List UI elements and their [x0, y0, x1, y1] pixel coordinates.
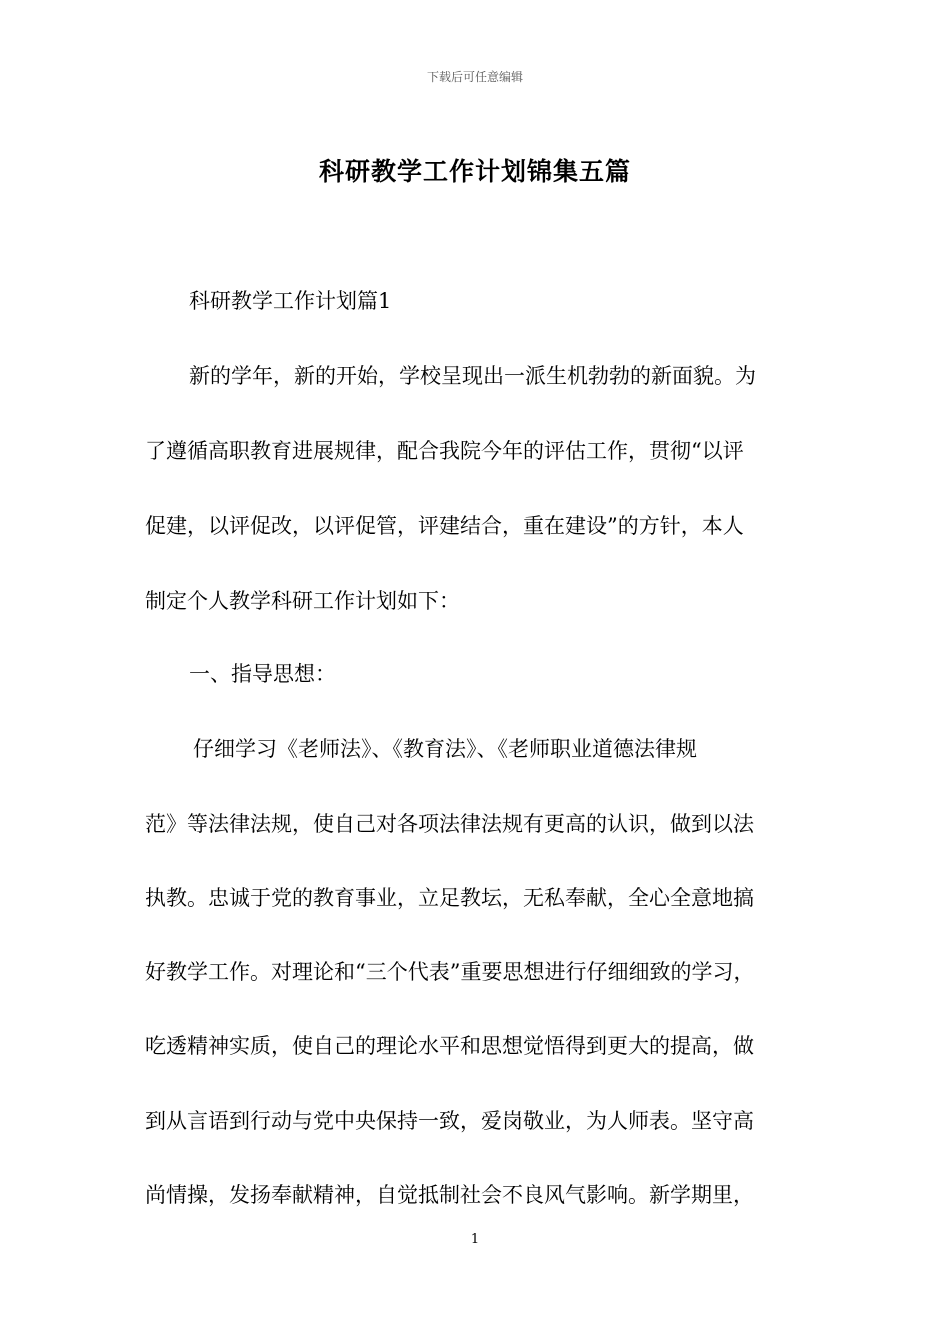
header-note: 下载后可任意编辑	[426, 70, 523, 84]
section-heading: 科研教学工作计划篇1	[189, 289, 392, 313]
paragraph-line: 制定个人教学科研工作计划如下：	[145, 589, 460, 613]
paragraph-line: 新的学年，新的开始，学校呈现出一派生机勃勃的新面貌。为	[189, 364, 756, 388]
paragraph-line: 范》等法律法规，使自己对各项法律法规有更高的认识，做到以法	[145, 812, 754, 836]
paragraph-line: 到从言语到行动与党中央保持一致，爱岗敬业，为人师表。坚守高	[145, 1109, 754, 1133]
paragraph-line: 促建，以评促改，以评促管，评建结合，重在建设”的方针，本人	[145, 514, 744, 538]
paragraph-line: 吃透精神实质，使自己的理论水平和思想觉悟得到更大的提高，做	[145, 1034, 754, 1058]
page-number: 1	[470, 1232, 480, 1247]
paragraph-line: 仔细学习《老师法》、《教育法》、《老师职业道德法律规	[193, 737, 697, 761]
paragraph-line: 好教学工作。对理论和“三个代表”重要思想进行仔细细致的学习，	[145, 960, 755, 984]
paragraph-line: 了遵循高职教育进展规律，配合我院今年的评估工作，贯彻“以评	[145, 439, 744, 463]
subsection-heading: 一、指导思想：	[189, 662, 336, 686]
document-title: 科研教学工作计划锦集五篇	[318, 157, 631, 186]
paragraph-line: 执教。忠诚于党的教育事业，立足教坛，无私奉献，全心全意地搞	[145, 886, 754, 910]
paragraph-line: 尚情操，发扬奉献精神，自觉抵制社会不良风气影响。新学期里，	[145, 1183, 754, 1207]
